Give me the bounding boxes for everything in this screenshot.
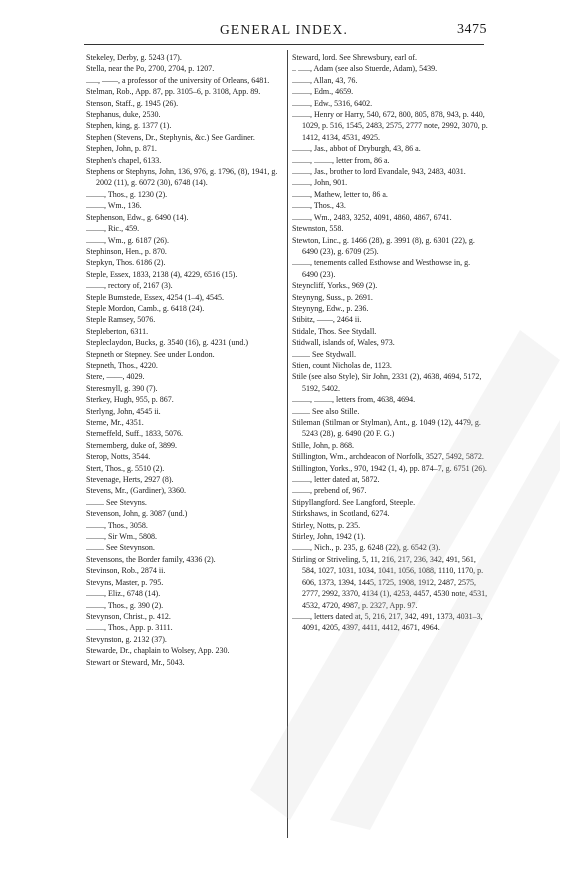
- index-entry: ........., Wm., 136.: [86, 201, 142, 211]
- index-entry: Sternemberg, duke of, 3899.: [86, 440, 177, 450]
- index-entry: Stewart or Steward, Mr., 5043.: [86, 657, 185, 667]
- index-entry: Sterkey, Hugh, 955, p. 867.: [86, 395, 174, 405]
- index-entry: Sterlyng, John, 4545 ii.: [86, 406, 161, 416]
- index-entry: Steynyng, Edw., p. 236.: [292, 303, 369, 313]
- index-entry: ........., John, 901.: [292, 178, 348, 188]
- index-entry: Stephinson, Hen., p. 870.: [86, 246, 167, 256]
- index-entry: Stephenson, Edw., g. 6490 (14).: [86, 212, 189, 222]
- index-column-right: [292, 52, 488, 634]
- index-entry: Stevyns, Master, p. 795.: [86, 577, 164, 587]
- index-entry: Stekeley, Derby, g. 5243 (17).: [86, 53, 182, 62]
- index-entry: Stewton, Linc., g. 1466 (28), g. 3991 (8), g. 6301 (22), g. 6490 (23), g. 6709 (25).: [292, 235, 475, 256]
- index-entry: Stephen's chapel, 6133.: [86, 155, 162, 165]
- index-entry: ......... See Stydwall.: [292, 349, 356, 359]
- index-entry: ........., Henry or Harry, 540, 672, 800, 805, 878, 943, p. 440, 1029, p. 516, 1545, 2483, 2575, 2777 note, 2992, 3070, p. 1412, 4134, 4531, 4925.: [292, 110, 488, 142]
- index-entry: ........., tenements called Esthowse and Westhowse in, g. 6490 (23).: [292, 258, 471, 279]
- index-entry: Sterne, Mr., 4351.: [86, 418, 144, 427]
- index-entry: ......... See Stevyns.: [86, 497, 147, 507]
- index-entry: ........., Thos., 3058.: [86, 520, 148, 530]
- index-entry: ........., Thos., g. 390 (2).: [86, 600, 164, 610]
- index-entry: ........., Allan, 43, 76.: [292, 75, 358, 85]
- index-entry: ........., Jas., brother to lord Evandale, 943, 2483, 4031.: [292, 167, 466, 177]
- index-entry: Stirley, John, 1942 (1).: [292, 532, 366, 542]
- index-entry: Stevensons, the Border family, 4336 (2).: [86, 554, 216, 564]
- index-entry: ........., Sir Wm., 5808.: [86, 532, 157, 542]
- index-entry: Stepneth or Stepney. See under London.: [86, 349, 215, 359]
- index-entry: Stepleberton, 6311.: [86, 326, 149, 336]
- index-entry: ........., Wm., 2483, 3252, 4091, 4860, 4867, 6741.: [292, 212, 452, 222]
- index-entry: ........., rectory of, 2167 (3).: [86, 281, 173, 291]
- index-entry: Steynyng, Suss., p. 2691.: [292, 292, 373, 302]
- index-entry: Stella, near the Po, 2700, 2704, p. 1207.: [86, 64, 215, 74]
- page-header: [84, 22, 487, 44]
- index-entry: Stillington, Yorks., 970, 1942 (1, 4), pp. 874–7, g. 6751 (26).: [292, 463, 487, 473]
- index-entry: Stevens, Mr., (Gardiner), 3360.: [86, 486, 186, 496]
- index-entry: ........., Thos., App. p. 3111.: [86, 623, 173, 633]
- index-entry: Stephanus, duke, 2530.: [86, 110, 161, 120]
- index-entry: Steple Mordon, Camb., g. 6418 (24).: [86, 303, 205, 313]
- index-entry: ........., Ric., 459.: [86, 224, 140, 234]
- index-entry: Steyncliff, Yorks., 969 (2).: [292, 281, 378, 291]
- index-column-left: [86, 52, 282, 668]
- index-entry: ........., ........., letters from, 4638, 4694.: [292, 395, 416, 405]
- index-entry: ......... See also Stille.: [292, 406, 360, 416]
- index-entry: Stevinson, Rob., 2874 ii.: [86, 566, 166, 576]
- index-entry: ........., ........., letter from, 86 a.: [292, 155, 390, 165]
- index-entry: Stelman, Rob., App. 87, pp. 3105–6, p. 3108, App. 89.: [86, 87, 261, 97]
- index-entry: ........., letters dated at, 5, 216, 217, 342, 491, 1373, 4031–3, 4091, 4205, 4397, 4411, 4412, 4671, 4964.: [292, 611, 483, 633]
- header-rule: [84, 44, 484, 45]
- index-entry: ........., Eliz., 6748 (14).: [86, 589, 161, 599]
- index-entry: ........., Edw., 5316, 6402.: [292, 98, 373, 108]
- index-entry: ........., Thos., g. 1230 (2).: [86, 189, 168, 199]
- index-entry: Steward, lord. See Shrewsbury, earl of.: [292, 53, 418, 62]
- index-entry: ........., Edm., 4659.: [292, 87, 354, 97]
- column-divider: [287, 50, 288, 838]
- index-entry: Stipyllangford. See Langford, Steeple.: [292, 497, 416, 507]
- index-entry: Stidale, Thos. See Stydall.: [292, 326, 377, 336]
- index-entry: Stillington, Wm., archdeacon of Norfolk, 3527, 5492, 5872.: [292, 452, 484, 462]
- index-entry: Stille, John, p. 868.: [292, 440, 355, 450]
- index-entry: ........., Wm., g. 6187 (26).: [86, 235, 169, 245]
- index-entry: Stevynson, Christ., p. 412.: [86, 611, 171, 621]
- index-entry: Stirkshaws, in Scotland, 6274.: [292, 509, 390, 519]
- index-entry: .. ......, Adam (see also Stuerde, Adam), 5439.: [292, 64, 438, 74]
- index-entry: Stenson, Staff., g. 1945 (26).: [86, 98, 179, 108]
- index-entry: Stevynston, g. 2132 (37).: [86, 634, 167, 644]
- index-entry: Stevenage, Herts, 2927 (8).: [86, 475, 174, 485]
- index-entry: ........., prebend of, 967.: [292, 486, 367, 496]
- index-entry: Steple Bumstede, Essex, 4254 (1–4), 4545.: [86, 292, 224, 302]
- index-entry: Sterneffeld, Suff., 1833, 5076.: [86, 429, 184, 439]
- index-entry: Stepneth, Thos., 4220.: [86, 360, 158, 370]
- index-entry: Stephen (Stevens, Dr., Stephynis, &c.) See Gardiner.: [86, 132, 255, 142]
- index-entry: ........., Thos., 43.: [292, 201, 346, 211]
- index-entry: Stevenson, John, g. 3087 (und.): [86, 509, 188, 519]
- index-entry: ........., letter dated at, 5872.: [292, 475, 380, 485]
- index-entry: ........., Nich., p. 235, g. 6248 (22), g. 6542 (3).: [292, 543, 441, 553]
- index-entry: Stephens or Stephyns, John, 136, 976, g. 1796, (8), 1941, g. 2002 (11), g. 6072 (30), 6748 (14).: [86, 167, 278, 188]
- running-title: GENERAL INDEX.: [219, 22, 349, 37]
- index-entry: Steple Ramsey, 5076.: [86, 315, 156, 325]
- index-entry: Stirling or Striveling, 5, 11, 216, 217, 236, 342, 491, 561, 584, 1027, 1031, 1034, 1041, 1056, 1088, 1110, 1170, p. 606, 1373, 1394, 1445, 1725, 1908, 1912, 2487, 2575, 2777, 2992, 3370, 4134 (1), 4253, 4457, 4530 note, 4531, 4532, 4720, 4987, p. 2327, App. 97.: [292, 554, 488, 610]
- index-entry: Stidwall, islands of, Wales, 973.: [292, 338, 395, 348]
- page-number: 3475: [457, 22, 487, 37]
- index-entry: Steresmyll, g. 390 (7).: [86, 383, 158, 393]
- index-entry: Stileman (Stilman or Stylman), Ant., g. 1049 (12), 4479, g. 5243 (28), g. 6490 (20 F. G.): [292, 418, 481, 439]
- index-entry: Stibitz, ——, 2464 ii.: [292, 315, 362, 325]
- index-entry: Stewarde, Dr., chaplain to Wolsey, App. 230.: [86, 646, 230, 656]
- index-entry: Stert, Thos., g. 5510 (2).: [86, 463, 165, 473]
- index-entry: ........., Mathew, letter to, 86 a.: [292, 189, 388, 199]
- index-entry: Stepkyn, Thos. 6186 (2).: [86, 258, 166, 268]
- index-entry: Stirley, Notts, p. 235.: [292, 520, 361, 530]
- index-entry: Stewnston, 558.: [292, 224, 344, 234]
- index-entry: Stile (see also Style), Sir John, 2331 (2), 4638, 4694, 5172, 5192, 5402.: [292, 372, 482, 393]
- index-entry: Stephen, king, g. 1377 (1).: [86, 121, 172, 131]
- index-entry: Stien, count Nicholas de, 1123.: [292, 360, 392, 370]
- index-entry: ........., Jas., abbot of Dryburgh, 43, 86 a.: [292, 144, 421, 154]
- index-entry: Stere, ——, 4029.: [86, 372, 145, 382]
- index-entry: ......, ——, a professor of the university of Orleans, 6481.: [86, 75, 270, 85]
- index-entry: Stephen, John, p. 871.: [86, 144, 157, 154]
- index-entry: ......... See Stevynson.: [86, 543, 155, 553]
- index-entry: Sterop, Notts, 3544.: [86, 452, 151, 462]
- index-entry: Steple, Essex, 1833, 2138 (4), 4229, 6516 (15).: [86, 269, 238, 279]
- index-entry: Stepleclaydon, Bucks, g. 3540 (16), g. 4231 (und.): [86, 338, 248, 348]
